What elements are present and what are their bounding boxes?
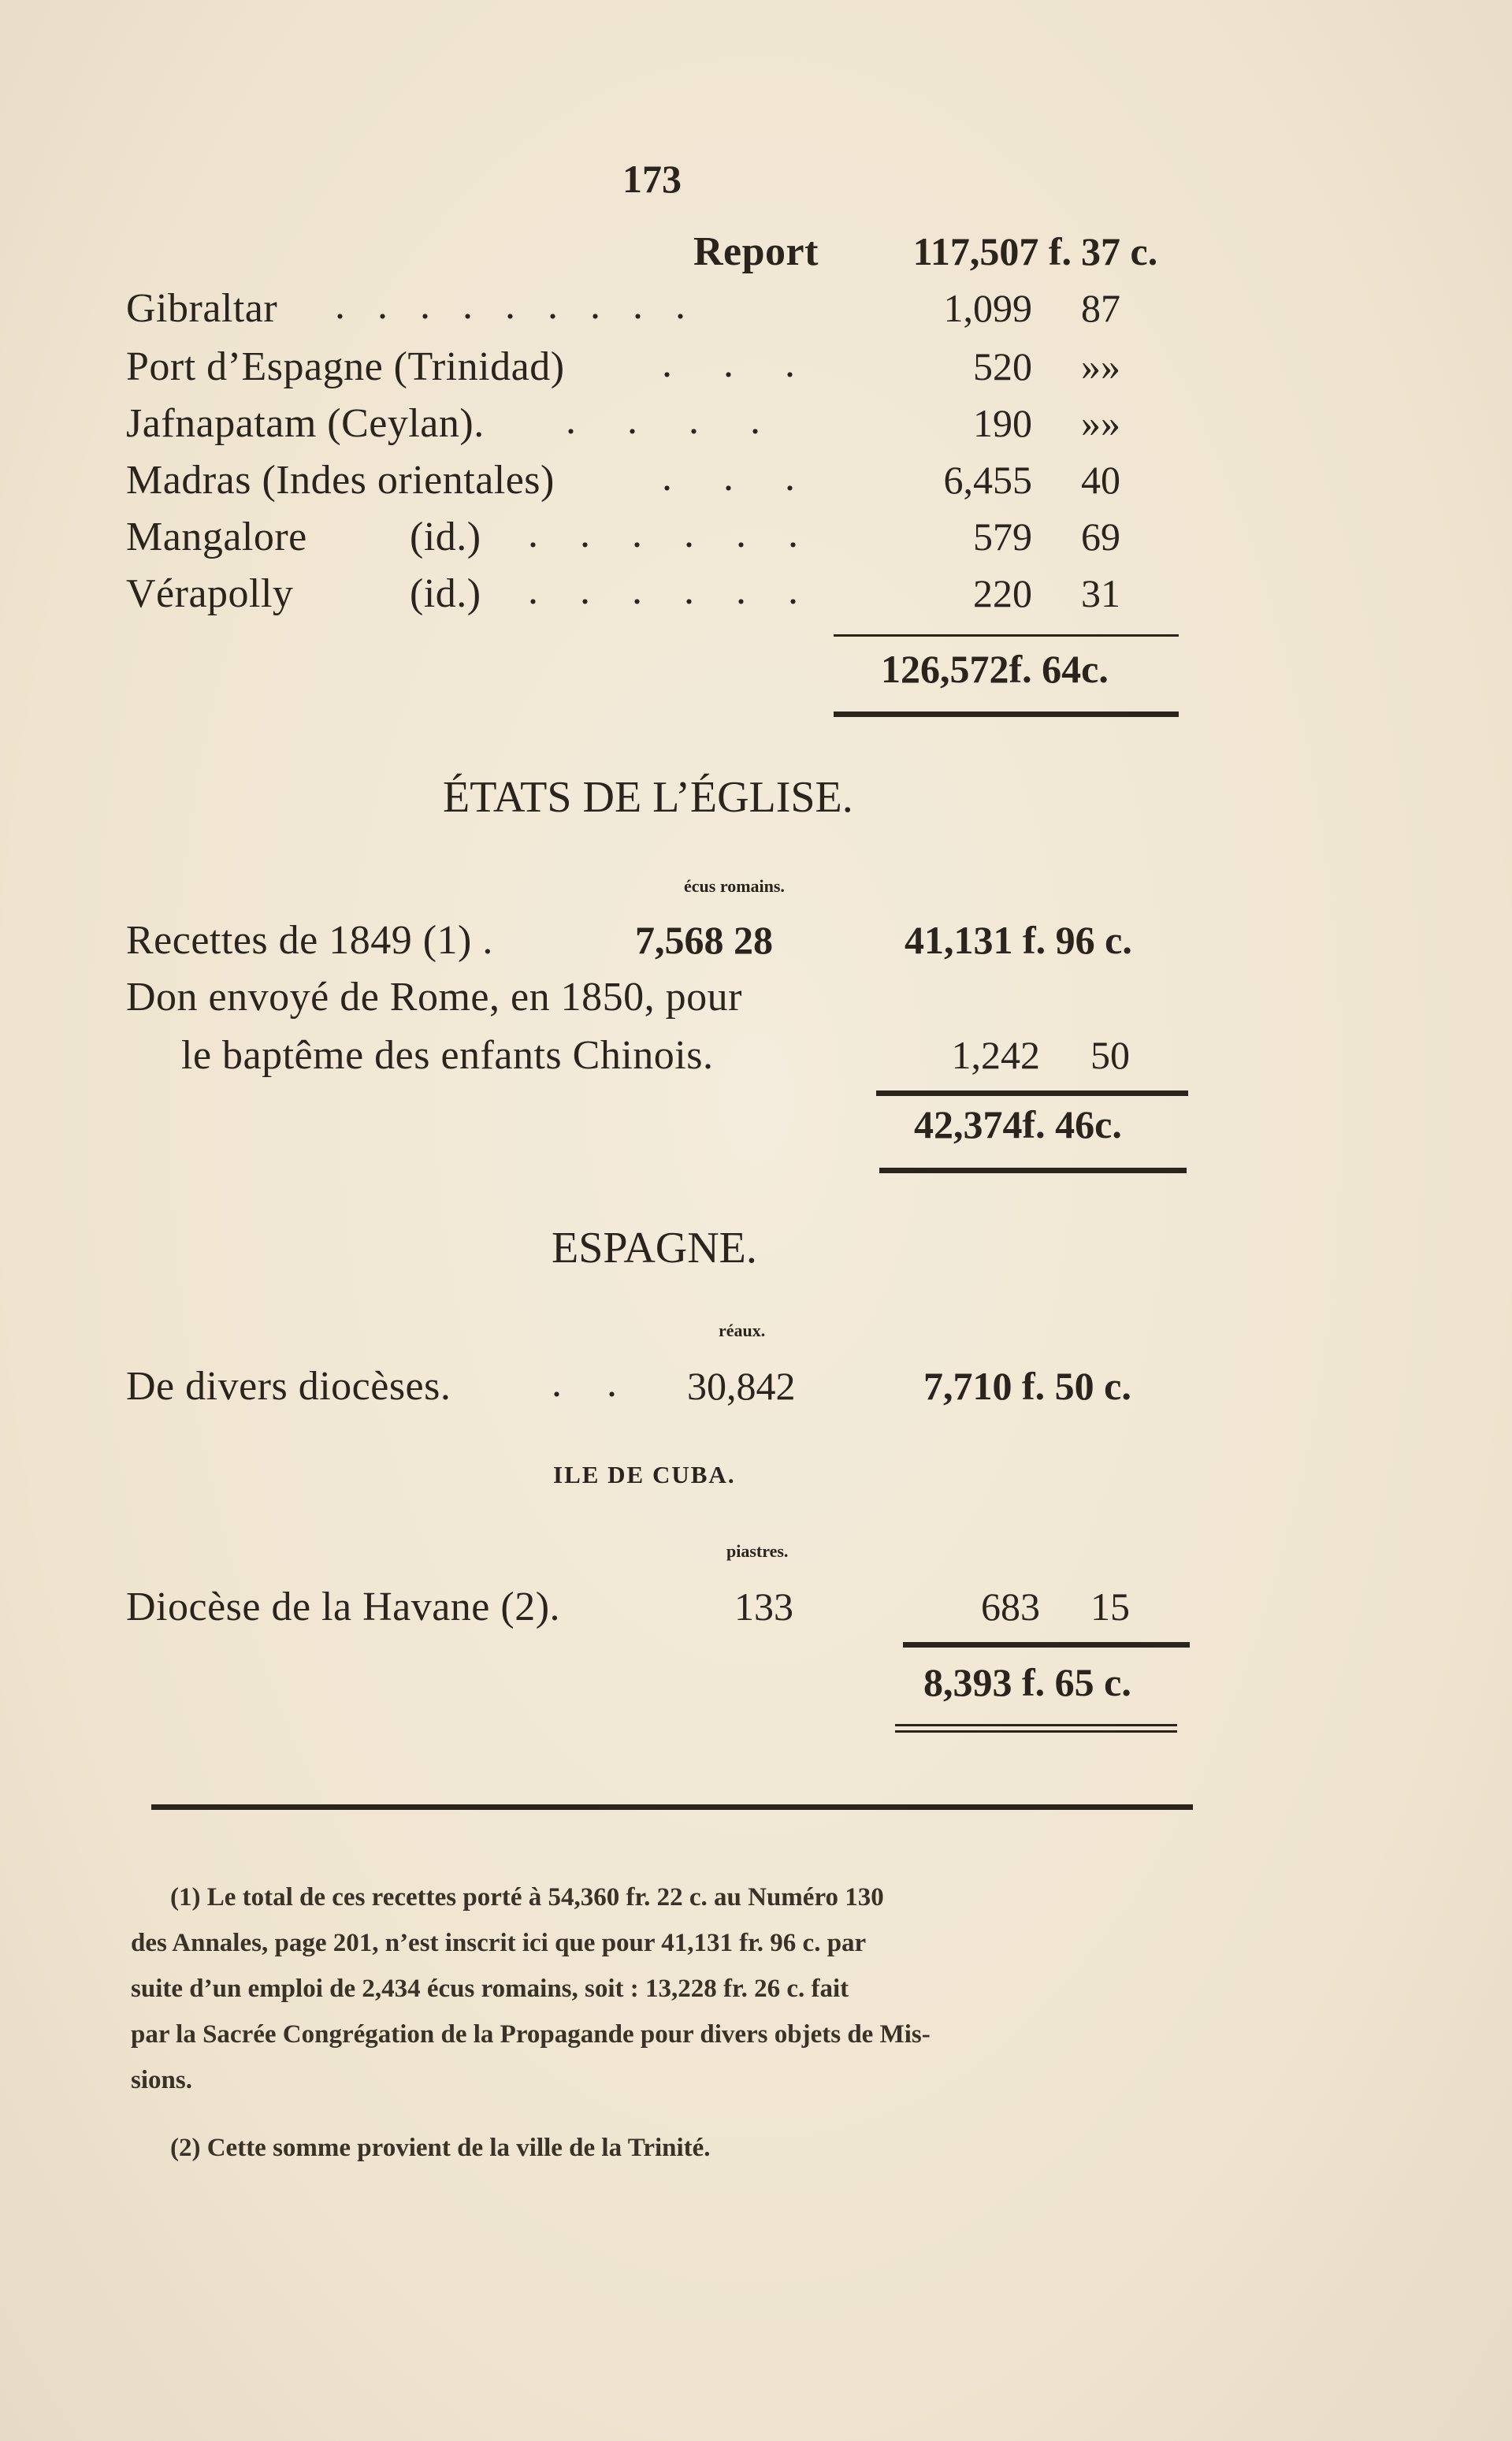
cuba-row-piastres: 133 (734, 1585, 793, 1629)
eglise-row2-centimes: 50 (1090, 1033, 1130, 1077)
item-francs: 1,099 (943, 286, 1032, 330)
item-francs: 520 (973, 344, 1032, 388)
item-centimes: 69 (1081, 515, 1120, 559)
item-centimes: 87 (1081, 286, 1120, 330)
item-francs: 190 (973, 401, 1032, 445)
item-centimes: 40 (1081, 458, 1120, 502)
unit-piastres: piastres. (726, 1541, 789, 1561)
item-place: Vérapolly (126, 571, 294, 616)
item-dots: . . . . . . (528, 568, 814, 613)
eglise-total: 42,374f. 46c. (914, 1102, 1122, 1146)
item-centimes: »» (1081, 401, 1120, 445)
eglise-row2-line1: Don envoyé de Rome, en 1850, pour (126, 975, 742, 1020)
cuba-row-francs: 683 (981, 1585, 1040, 1629)
espagne-row-reaux: 30,842 (687, 1364, 796, 1408)
total-rule (879, 1168, 1187, 1173)
unit-reaux: réaux. (719, 1321, 766, 1340)
item-place: Jafnapatam (Ceylan). (126, 401, 485, 446)
footnote-1-line: (1) Le total de ces recettes porté à 54,360 fr. 22 c. au Numéro 130 (170, 1883, 884, 1912)
eglise-row2-line2: le baptême des enfants Chinois. (181, 1033, 714, 1078)
total-rule (834, 711, 1179, 717)
item-place: Gibraltar (126, 286, 278, 331)
item-francs: 220 (973, 571, 1032, 615)
item-place: Mangalore (126, 515, 307, 559)
sum-rule (876, 1090, 1188, 1096)
item-dots: . . . . (566, 398, 781, 443)
footnote-1-line: des Annales, page 201, n’est inscrit ici que pour 41,131 fr. 96 c. par (131, 1929, 867, 1957)
item-ref: (id.) (410, 515, 481, 559)
eglise-row2-francs: 1,242 (951, 1033, 1040, 1077)
cuba-row-centimes: 15 (1090, 1585, 1130, 1629)
espagne-row-amount: 7,710 f. 50 c. (923, 1364, 1131, 1408)
item-dots: . . . . . . . . . (335, 283, 697, 328)
page-number: 173 (622, 157, 682, 201)
cuba-row-label: Diocèse de la Havane (2). (126, 1585, 561, 1629)
item-centimes: 31 (1081, 571, 1120, 615)
item-dots: . . . . . . (528, 511, 814, 556)
footnote-1-line: par la Sacrée Congrégation de la Propagande pour divers objets de Mis- (131, 2020, 931, 2049)
report-centimes: 37 c. (1081, 229, 1158, 273)
footnote-1-line: suite d’un emploi de 2,434 écus romains, soit : 13,228 fr. 26 c. fait (131, 1975, 849, 2003)
item-place: Port d’Espagne (Trinidad) (126, 344, 565, 389)
item-dots: . . . (662, 341, 815, 386)
sum-rule (903, 1642, 1190, 1648)
item-francs: 6,455 (943, 458, 1032, 502)
total-rule (895, 1724, 1177, 1726)
eglise-row1-ecus: 7,568 28 (635, 918, 773, 962)
item-place: Madras (Indes orientales) (126, 458, 555, 503)
footnote-2: (2) Cette somme provient de la ville de la Trinité. (170, 2134, 711, 2162)
footnote-1-line: sions. (131, 2066, 192, 2094)
eglise-row1-label: Recettes de 1849 (1) . (126, 918, 493, 963)
report-francs: 117,507 f. (912, 229, 1072, 273)
section-title-espagne: ESPAGNE. (552, 1224, 757, 1273)
total-rule (895, 1730, 1177, 1733)
eglise-row1-amount: 41,131 f. 96 c. (905, 918, 1132, 962)
section-title-eglise: ÉTATS DE L’ÉGLISE. (443, 773, 853, 822)
item-ref: (id.) (410, 571, 481, 616)
cuba-total: 8,393 f. 65 c. (923, 1660, 1131, 1704)
unit-ecus: écus romains. (684, 876, 785, 896)
item-centimes: »» (1081, 344, 1120, 388)
report-label: Report (693, 229, 819, 274)
espagne-row-label: De divers diocèses. (126, 1364, 451, 1409)
espagne-row-dots: . . (552, 1361, 634, 1406)
footnote-separator (151, 1804, 1193, 1810)
item-francs: 579 (973, 515, 1032, 559)
sum-rule (834, 634, 1179, 637)
total-francs: 126,572f. 64c. (881, 647, 1109, 691)
section-title-cuba: ILE DE CUBA. (553, 1461, 736, 1488)
item-dots: . . . (662, 455, 815, 500)
